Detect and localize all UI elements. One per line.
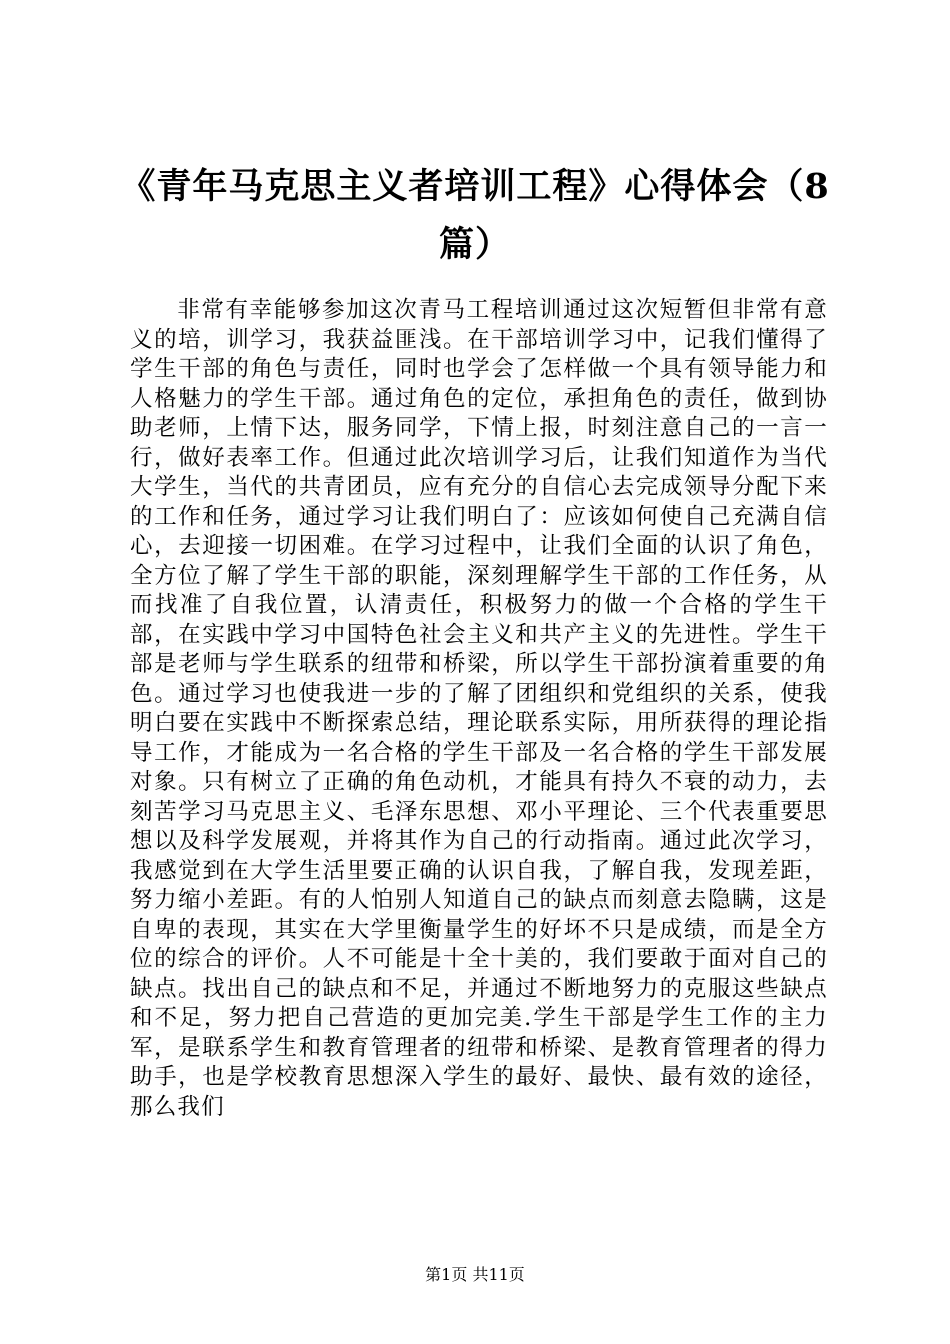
body-paragraph: 非常有幸能够参加这次青马工程培训通过这次短暂但非常有意义的培，训学习，我获益匪浅。在干部培训学习中，记我们懂得了学生干部的角色与责任，同时也学会了怎样做一个具有领导能力和人格魅力的学生干部。通过角色的定位，承担角色的责任，做到协助老师，上情下达，服务同学，下情上报，时刻注意自己的一言一行，做好表率工作。但通过此次培训学习后，让我们知道作为当代大学生，当代的共青团员，应有充分的自信心去完成领导分配下来的工作和任务，通过学习让我们明白了：应该如何使自己充满自信心，去迎接一切困难。在学习过程中，让我们全面的认识了角色，全方位了解了学生干部的职能，深刻理解学生干部的工作任务，从而找准了自我位置，认清责任，积极努力的做一个合格的学生干部，在实践中学习中国特色社会主义和共产主义的先进性。学生干部是老师与学生联系的纽带和桥梁，所以学生干部扮演着重要的角色。通过学习也使我进一步的了解了团组织和党组织的关系，使我明白要在实践中不断探索总结，理论联系实际，用所获得的理论指导工作，才能成为一名合格的学生干部及一名合格的学生干部发展对象。只有树立了正确的角色动机，才能具有持久不衰的动力，去刻苦学习马克思主义、毛泽东思想、邓小平理论、三个代表重要思想以及科学发展观，并将其作为自己的行动指南。通过此次学习，我感觉到在大学生活里要正确的认识自我，了解自我，发现差距，努力缩小差距。有的人怕别人知道自己的缺点而刻意去隐瞒，这是自卑的表现，其实在大学里衡量学生的好坏不只是成绩，而是全方位的综合的评价。人不可能是十全十美的，我们要敢于面对自己的缺点。找出自己的缺点和不足，并通过不断地努力的克服这些缺点和不足，努力把自己营造的更加完美.学生干部是学生工作的主力军，是联系学生和教育管理者的纽带和桥梁、是教育管理者的得力助手，也是学校教育思想深入学生的最好、最快、最有效的途径，那么我们 bbox=[130, 297, 828, 1120]
page-number-footer: 第1页 共11页 bbox=[425, 1265, 525, 1284]
document-title: 《青年马克思主义者培训工程》心得体会（8篇） bbox=[120, 166, 830, 265]
